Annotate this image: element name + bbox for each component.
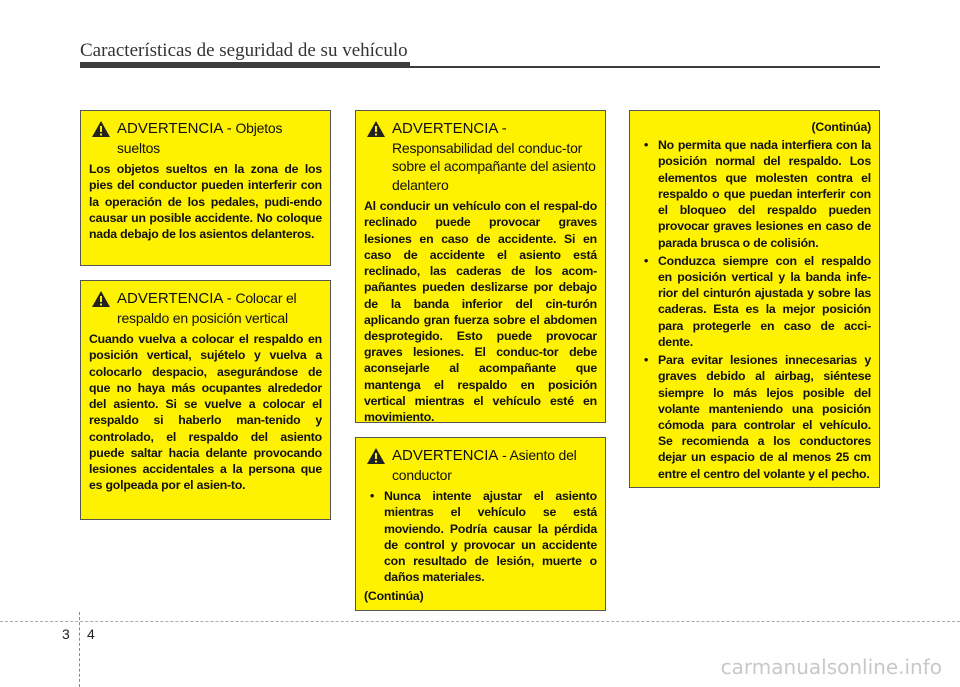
- warning-triangle-icon: [91, 120, 111, 138]
- warning-box-colocar-respaldo: [80, 280, 331, 520]
- bullet-list: [638, 137, 871, 482]
- warning-box-continuacion: [629, 110, 880, 488]
- watermark: carmanualsonline.info: [720, 655, 942, 679]
- list-item: • Conduzca siempre con el respaldo en posición vertical y la banda infe-rior del cinturón ajustada y sobre las caderas. Esta es la mejor posición para protegerle en caso de acci-dente.: [638, 253, 871, 350]
- page-number: 4: [87, 626, 95, 642]
- warning-box-responsabilidad: [355, 110, 606, 423]
- warning-triangle-icon: [366, 447, 386, 465]
- warning-body: Al conducir un vehículo con el respal-do reclinado puede provocar graves lesiones en caso de accidente. Si en caso de accidente el asiento está reclinado, las caderas de los acom-pañantes pueden deslizarse por debajo de la banda inferior del cin-turón aplicando gran fuerza sobre el abdomen desprotegido. Esto puede provocar graves lesiones. El conduc-tor debe aconsejarle al acompañante que mantenga el respaldo en posición vertical mientras el vehículo esté en movimiento.: [364, 199, 597, 425]
- list-item: • No permita que nada interfiera con la posición normal del respaldo. Los elementos que molesten contra el respaldo o que puedan interferir con el bloqueo del respaldo pueden provocar graves lesiones en caso de parada brusca o de colisión.: [638, 137, 871, 251]
- warning-body: Los objetos sueltos en la zona de los pies del conductor pueden interferir con la operación de los pedales, pudi-endo causar un posible accidente. No coloque nada debajo de los asientos delanteros.: [89, 162, 322, 242]
- continued-label: (Continúa): [364, 588, 424, 603]
- warning-heading: [364, 119, 597, 194]
- footer-divider: [79, 612, 80, 687]
- footer-guide-line: [0, 621, 960, 622]
- warning-subject: Colocar el respaldo en posición vertical: [117, 290, 297, 326]
- warning-heading: [89, 289, 322, 327]
- warning-heading: [89, 119, 322, 157]
- warning-subject: Objetos sueltos: [117, 120, 283, 156]
- warning-word: ADVERTENCIA: [392, 447, 499, 464]
- bullet-list: [364, 488, 597, 585]
- continued-label: (Continúa): [811, 120, 871, 134]
- warning-box-asiento-conductor: [355, 437, 606, 611]
- warning-word: ADVERTENCIA -: [117, 290, 232, 307]
- header-rule: [410, 66, 880, 68]
- warning-heading: [364, 446, 597, 484]
- header-title: Características de seguridad de su vehículo: [80, 40, 408, 61]
- warning-triangle-icon: [366, 120, 386, 138]
- warning-triangle-icon: [91, 290, 111, 308]
- warning-subject: Responsabilidad del conduc-tor sobre el acompañante del asiento delantero: [392, 139, 596, 193]
- warning-word: ADVERTENCIA -: [117, 120, 232, 137]
- list-item: • Nunca intente ajustar el asiento mientras el vehículo se está moviendo. Podría causar la pérdida de control y provocar un accidente con resultado de lesión, muerte o daños materiales.: [364, 488, 597, 585]
- warning-word: ADVERTENCIA -: [392, 120, 507, 137]
- warning-subject: - Asiento del conductor: [392, 447, 577, 483]
- warning-box-objetos-sueltos: [80, 110, 331, 266]
- chapter-number: 3: [62, 626, 70, 642]
- header-bar: [80, 62, 410, 68]
- list-item: • Para evitar lesiones innecesarias y graves debido al airbag, siéntese siempre lo más lejos posible del volante manteniendo una posición cómoda para controlar el vehículo. Se recomienda a los conductores dejar un espacio de al menos 25 cm entre el centro del volante y el pecho.: [638, 352, 871, 482]
- warning-body: Cuando vuelva a colocar el respaldo en posición vertical, sujételo y vuelva a colocarlo despacio, asegurándose de que no haya más ocupantes alrededor del asiento. Si se vuelve a colocar el respaldo si haberlo man-tenido y controlado, el respaldo del asiento puede saltar hacia delante provocando lesiones accidentales a la persona que es golpeada por el asien-to.: [89, 332, 322, 493]
